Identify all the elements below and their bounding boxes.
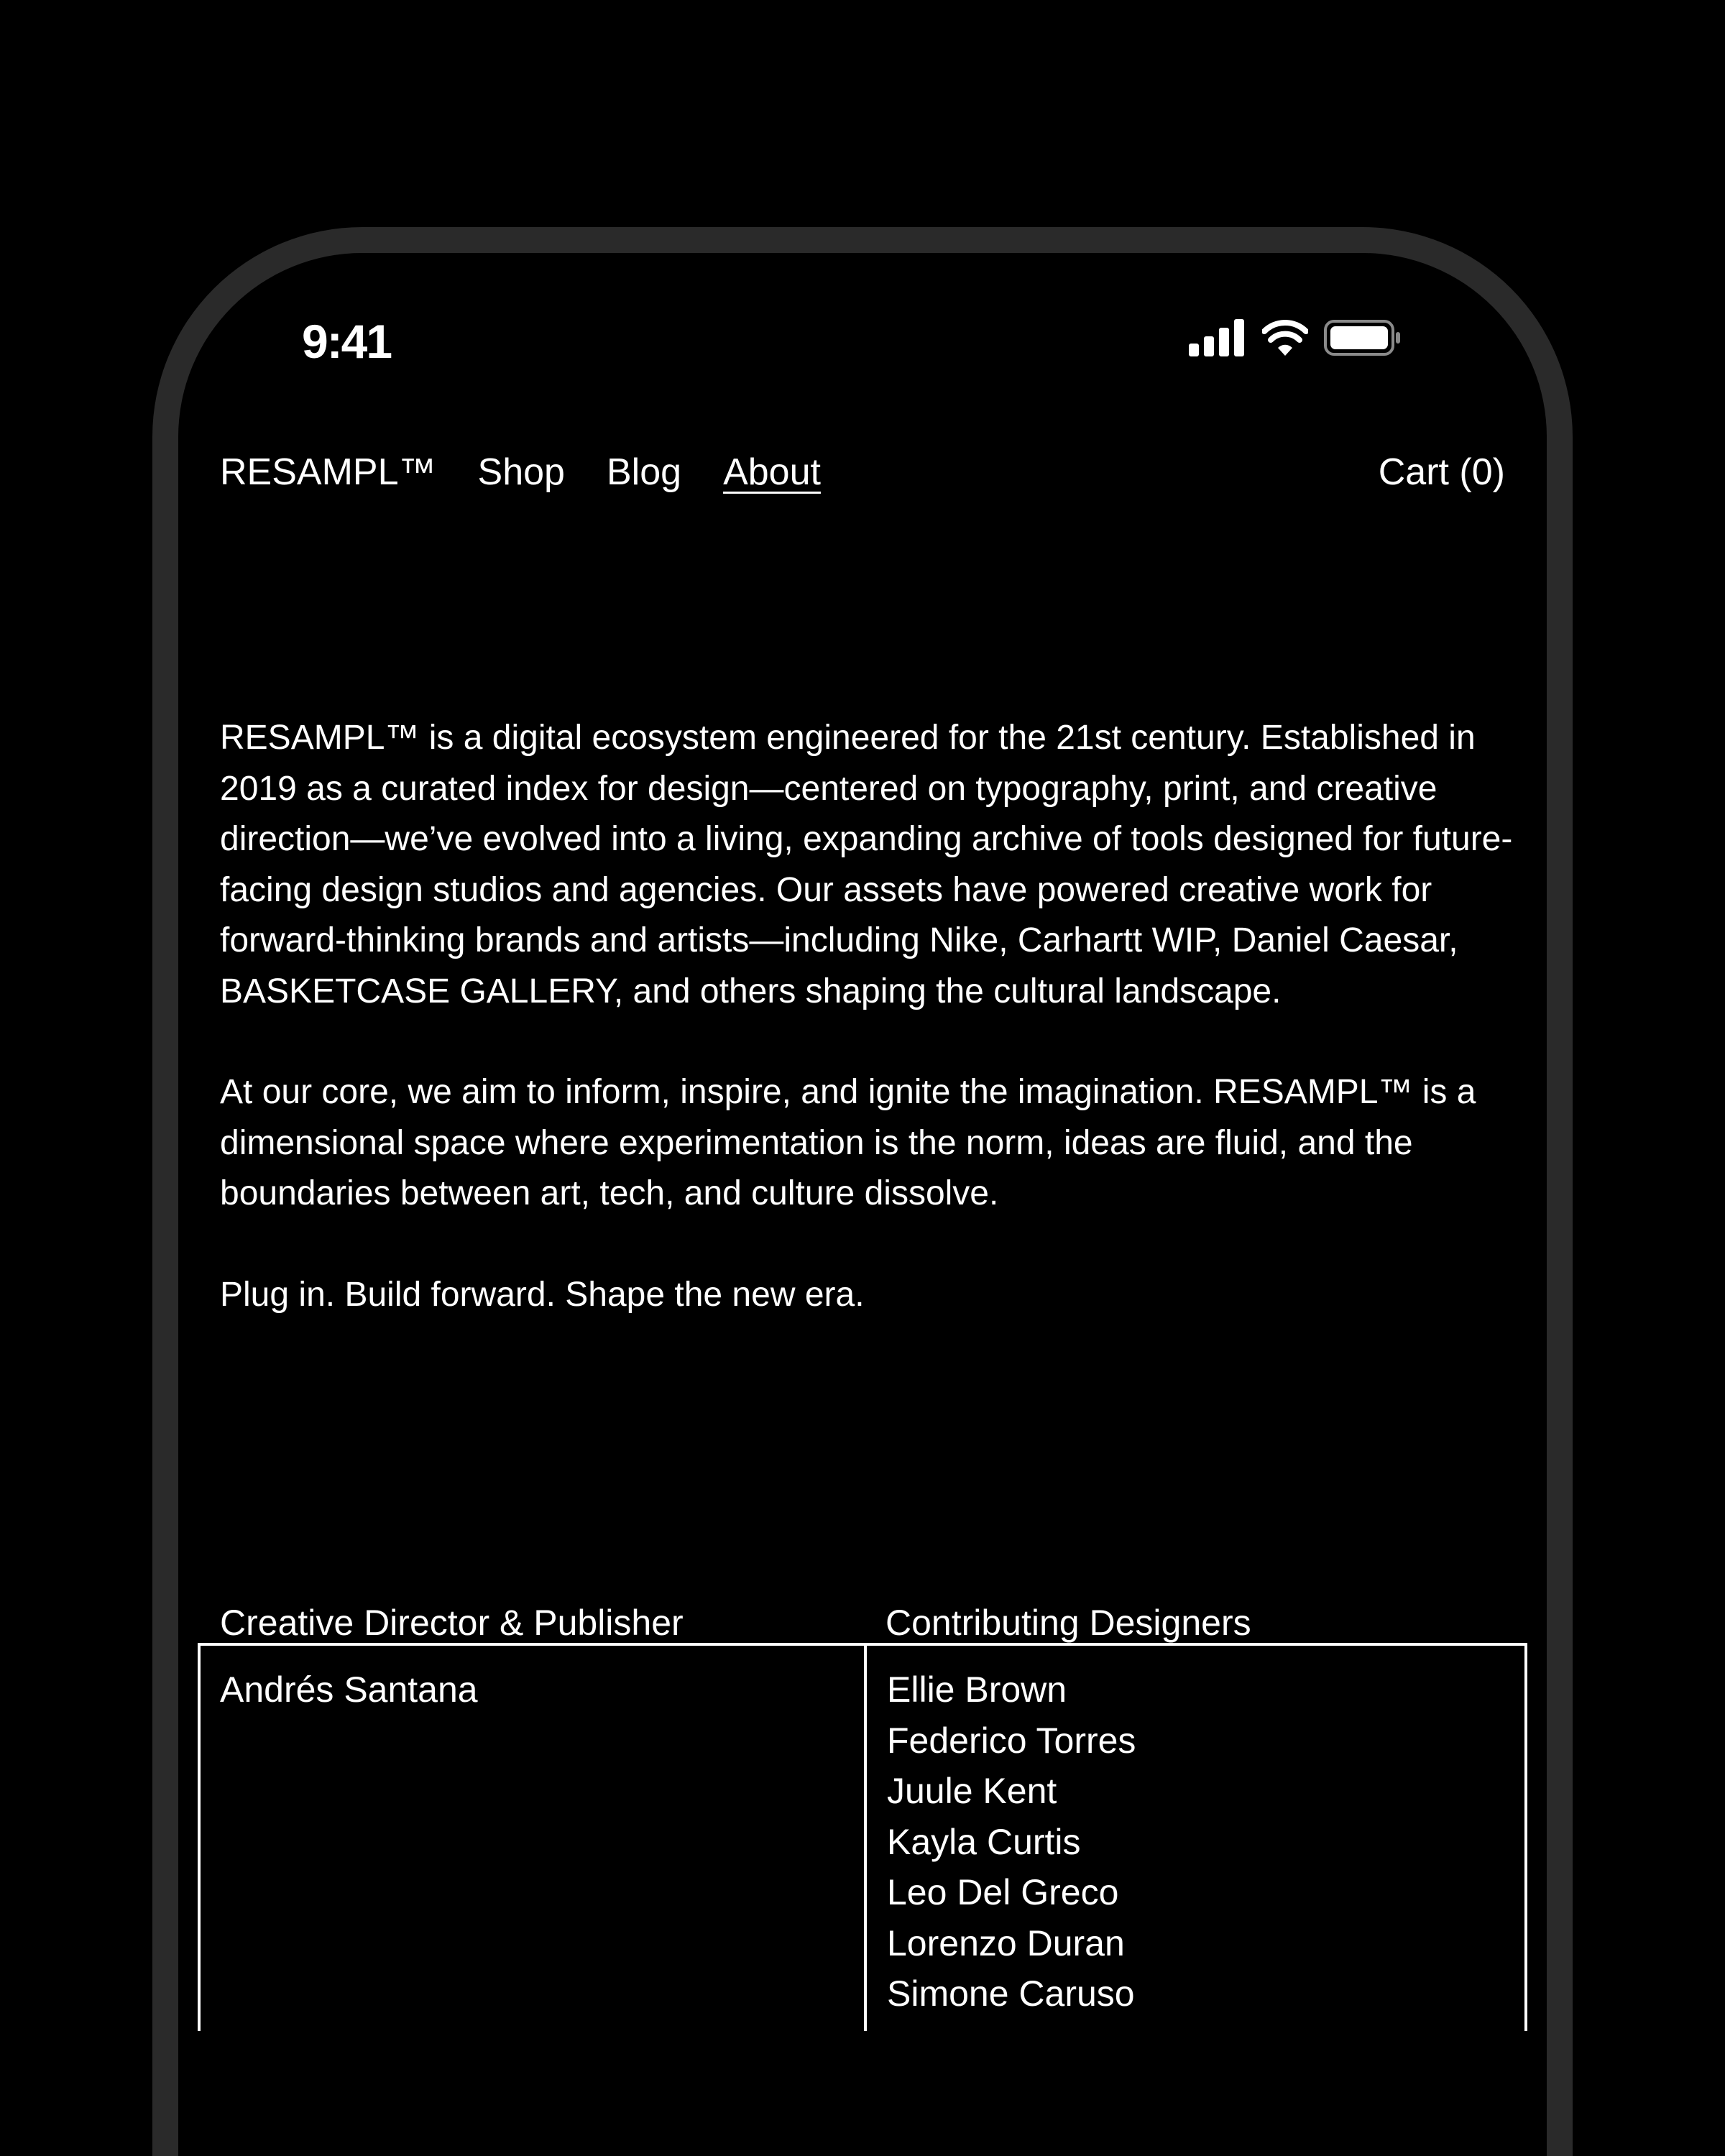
director-name: Andrés Santana <box>220 1669 478 1710</box>
nav-link-blog[interactable]: Blog <box>606 451 682 493</box>
designer-name: Lorenzo Duran <box>887 1922 1125 1963</box>
nav-link-shop[interactable]: Shop <box>477 451 565 493</box>
designers-heading: Contributing Designers <box>886 1603 1251 1643</box>
designer-name: Juule Kent <box>887 1771 1057 1811</box>
intro-paragraph-1: RESAMPL™ is a digital ecosystem engineered for the 21st century. Established in 2019 as a curated index for design—centered on typography, print, and creative direction—we’ve evolved into a living, expanding archive of tools designed for future-facing design studios and agencies. Our assets have powered creative work for forward-thinking brands and artists—including Nike, Carhartt WIP, Daniel Caesar, BASKETCASE GALLERY, and others shaping the cultural landscape. <box>220 719 1513 1010</box>
status-icons <box>1189 318 1402 358</box>
designer-name: Federico Torres <box>887 1720 1136 1761</box>
intro-paragraph-3: Plug in. Build forward. Shape the new era. <box>220 1275 865 1314</box>
top-nav <box>220 447 1505 497</box>
status-time: 9:41 <box>302 315 392 368</box>
signal-icon <box>1189 319 1246 356</box>
battery-icon <box>1324 320 1402 356</box>
designer-name: Kayla Curtis <box>887 1821 1081 1862</box>
designers-list <box>887 1664 1136 2019</box>
nav-link-about[interactable]: About <box>723 451 821 493</box>
credits-table <box>198 1643 1527 2031</box>
director-heading: Creative Director & Publisher <box>220 1603 684 1643</box>
nav-left <box>220 447 821 497</box>
directors-list <box>220 1664 478 1715</box>
designer-name: Simone Caruso <box>887 1973 1135 2014</box>
intro-paragraph-2: At our core, we aim to inform, inspire, and ignite the imagination. RESAMPL™ is a dimensional space where experimentation is the norm, ideas are fluid, and the boundaries between art, tech, and culture dissolve. <box>220 1073 1476 1212</box>
designer-name: Leo Del Greco <box>887 1872 1119 1912</box>
about-intro <box>220 713 1514 1370</box>
cart-link[interactable]: Cart (0) <box>1378 451 1505 493</box>
phone-screen <box>178 253 1547 2156</box>
nav-right <box>1379 447 1505 497</box>
designer-name: Ellie Brown <box>887 1669 1067 1710</box>
wifi-icon <box>1262 320 1308 356</box>
credits-divider <box>864 1646 867 2031</box>
brand-logo-link[interactable]: RESAMPL™ <box>220 451 436 493</box>
